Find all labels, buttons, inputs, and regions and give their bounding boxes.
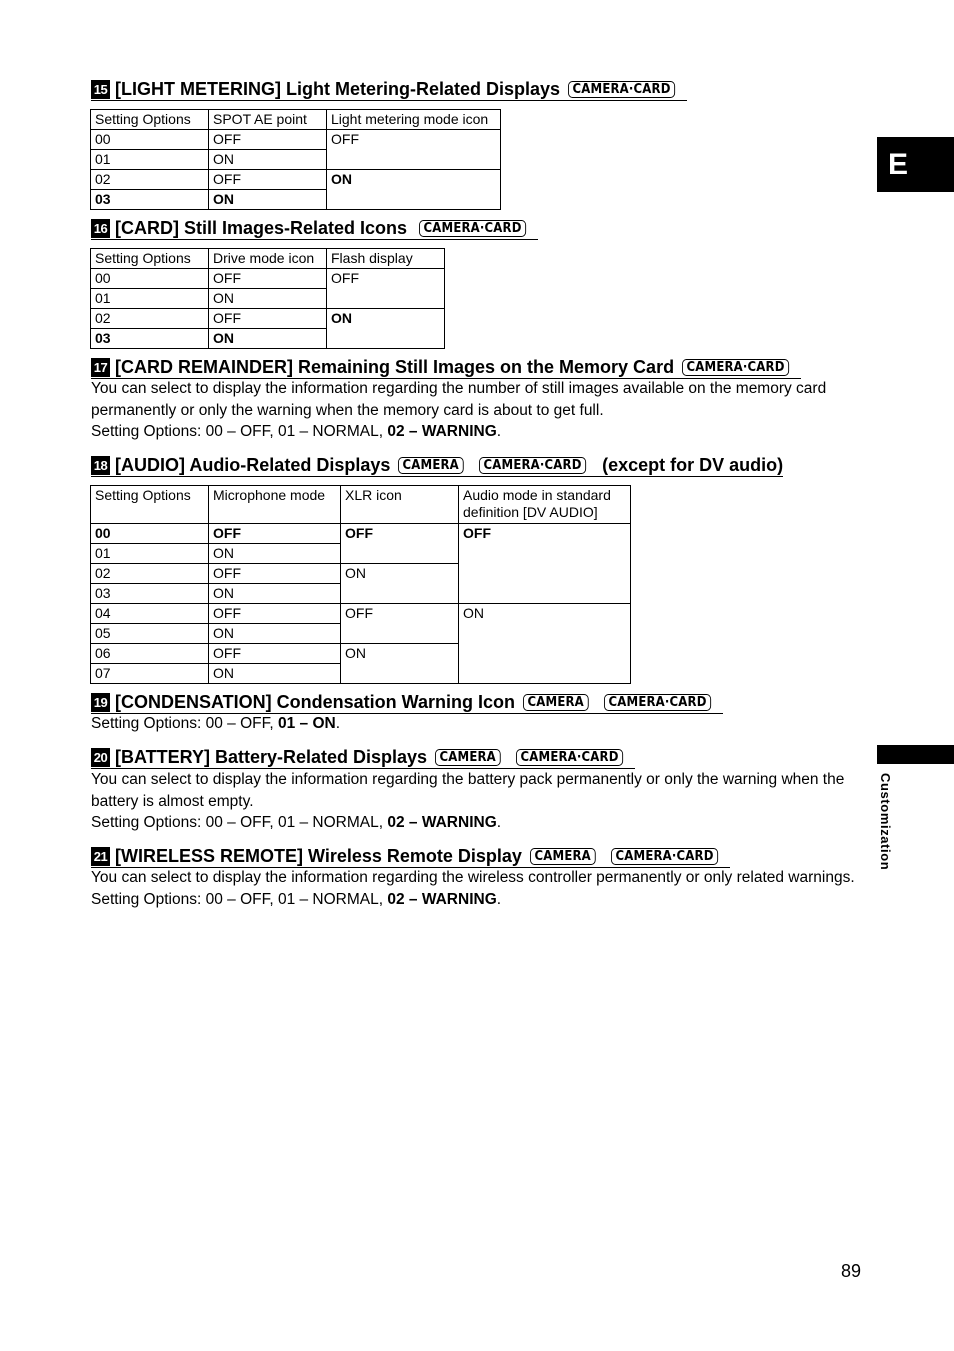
table-cell: 00 [91, 130, 209, 150]
options-default: 01 – ON [277, 715, 336, 732]
camera-card-mode-icon: CAMERA·CARD [516, 749, 623, 766]
table-cell: ON [209, 544, 341, 564]
table-cell: ON [327, 309, 445, 349]
table-cell: 06 [91, 644, 209, 664]
table-cell: ON [209, 329, 327, 349]
camera-mode-icon: CAMERA [435, 749, 500, 766]
camera-card-mode-icon: CAMERA·CARD [682, 359, 789, 376]
table-row [91, 309, 445, 329]
section-title: [WIRELESS REMOTE] Wireless Remote Display [115, 846, 522, 866]
section-21-body [91, 867, 866, 910]
header-cell: Flash display [327, 249, 445, 269]
options-text: Setting Options: 00 – OFF, 01 – NORMAL, [91, 814, 388, 831]
table-cell: OFF [209, 170, 327, 190]
table-cell: 01 [91, 544, 209, 564]
header-cell: Light metering mode icon [327, 110, 501, 130]
table-cell: ON [209, 289, 327, 309]
section-title-suffix: (except for DV audio) [602, 454, 784, 475]
table-cell: 02 [91, 309, 209, 329]
table-cell: ON [209, 150, 327, 170]
table-cell: 02 [91, 170, 209, 190]
table-cell: ON [459, 604, 631, 684]
table-header-row [91, 249, 445, 269]
still-images-icons-table [90, 248, 445, 349]
section-title: [AUDIO] Audio-Related Displays [115, 455, 391, 475]
options-suffix: . [496, 814, 502, 831]
header-cell: Setting Options [91, 486, 209, 524]
section-number: 21 [91, 847, 110, 866]
camera-card-mode-icon: CAMERA·CARD [611, 848, 718, 865]
setting-options [91, 812, 866, 834]
table-cell: 05 [91, 624, 209, 644]
options-default: 02 – WARNING [387, 890, 497, 908]
header-cell: XLR icon [341, 486, 459, 524]
table-row [91, 170, 501, 190]
table-header-row [91, 486, 631, 524]
camera-card-mode-icon: CAMERA·CARD [479, 457, 586, 474]
section-18-heading [91, 454, 783, 477]
section-title: [LIGHT METERING] Light Metering-Related Displays [115, 79, 561, 99]
section-17-heading [91, 356, 801, 379]
table-cell: OFF [327, 130, 501, 170]
camera-card-mode-icon: CAMERA·CARD [604, 694, 711, 711]
table-cell: ON [209, 190, 327, 210]
table-cell: 03 [91, 329, 209, 349]
table-cell: ON [209, 664, 341, 684]
options-text: Setting Options: 00 – OFF, [91, 715, 278, 732]
section-number: 19 [91, 693, 110, 712]
table-row [91, 130, 501, 150]
table-cell: OFF [327, 269, 445, 309]
description: You can select to display the information regarding the number of still images available on the memory card permanently or only the warning when the memory card is about to get full. [91, 380, 827, 419]
section-title: [CARD] Still Images-Related Icons [115, 218, 408, 238]
table-cell: OFF [341, 604, 459, 644]
table-row [91, 269, 445, 289]
header-cell: SPOT AE point [209, 110, 327, 130]
section-number: 16 [91, 219, 110, 238]
options-suffix: . [496, 890, 502, 908]
camera-mode-icon: CAMERA [530, 848, 595, 865]
setting-options [91, 889, 866, 911]
section-15-heading [91, 78, 687, 101]
table-cell: OFF [209, 309, 327, 329]
header-cell: Microphone mode [209, 486, 341, 524]
table-cell: 07 [91, 664, 209, 684]
camera-mode-icon: CAMERA [523, 694, 588, 711]
table-cell: ON [209, 584, 341, 604]
table-cell: 00 [91, 269, 209, 289]
table-cell: OFF [209, 269, 327, 289]
description: You can select to display the information regarding the battery pack permanently or only the warning when the battery is almost empty. [91, 771, 845, 810]
section-19-heading [91, 691, 723, 714]
table-cell: OFF [209, 130, 327, 150]
section-number: 20 [91, 748, 110, 767]
setting-options [91, 713, 866, 735]
section-number: 15 [91, 80, 110, 99]
chapter-tab: E [877, 137, 954, 192]
section-number: 17 [91, 358, 110, 377]
table-row [91, 604, 631, 624]
table-cell: ON [209, 624, 341, 644]
table-cell: OFF [459, 524, 631, 604]
table-cell: OFF [209, 564, 341, 584]
table-cell: 03 [91, 584, 209, 604]
table-cell: 00 [91, 524, 209, 544]
table-cell: 02 [91, 564, 209, 584]
table-row [91, 524, 631, 544]
description: You can select to display the information regarding the wireless controller permanently or only related warnings. [91, 869, 855, 886]
setting-options [91, 421, 866, 443]
section-title: [CONDENSATION] Condensation Warning Icon [115, 692, 515, 712]
table-cell: OFF [341, 524, 459, 564]
section-label: Customization [878, 773, 893, 871]
options-suffix: . [496, 423, 502, 440]
section-title: [CARD REMAINDER] Remaining Still Images on the Memory Card [115, 357, 675, 377]
options-text: Setting Options: 00 – OFF, 01 – NORMAL, [91, 890, 388, 908]
table-header-row [91, 110, 501, 130]
light-metering-table [90, 109, 501, 210]
header-cell: Audio mode in standard definition [DV AUDIO] [459, 486, 631, 524]
table-cell: 01 [91, 289, 209, 309]
camera-card-mode-icon: CAMERA·CARD [568, 81, 675, 98]
table-cell: ON [341, 644, 459, 684]
options-default: 02 – WARNING [387, 423, 497, 440]
table-cell: OFF [209, 604, 341, 624]
options-suffix: . [335, 715, 341, 732]
table-cell: 03 [91, 190, 209, 210]
section-19-body [91, 713, 866, 735]
section-16-heading [91, 217, 538, 240]
table-cell: 01 [91, 150, 209, 170]
section-20-heading [91, 746, 635, 769]
audio-displays-table [90, 485, 631, 684]
section-title: [BATTERY] Battery-Related Displays [115, 747, 428, 767]
header-cell: Setting Options [91, 249, 209, 269]
options-default: 02 – WARNING [387, 814, 497, 831]
camera-mode-icon: CAMERA [398, 457, 463, 474]
section-17-body [91, 378, 866, 443]
table-cell: 04 [91, 604, 209, 624]
section-20-body [91, 769, 866, 834]
camera-card-mode-icon: CAMERA·CARD [419, 220, 526, 237]
header-cell: Setting Options [91, 110, 209, 130]
section-marker-bar [877, 745, 954, 764]
header-cell: Drive mode icon [209, 249, 327, 269]
table-cell: ON [341, 564, 459, 604]
table-cell: OFF [209, 524, 341, 544]
section-number: 18 [91, 456, 110, 475]
table-cell: OFF [209, 644, 341, 664]
section-21-heading [91, 845, 730, 868]
table-cell: ON [327, 170, 501, 210]
options-text: Setting Options: 00 – OFF, 01 – NORMAL, [91, 423, 388, 440]
page-number: 89 [841, 1261, 862, 1281]
